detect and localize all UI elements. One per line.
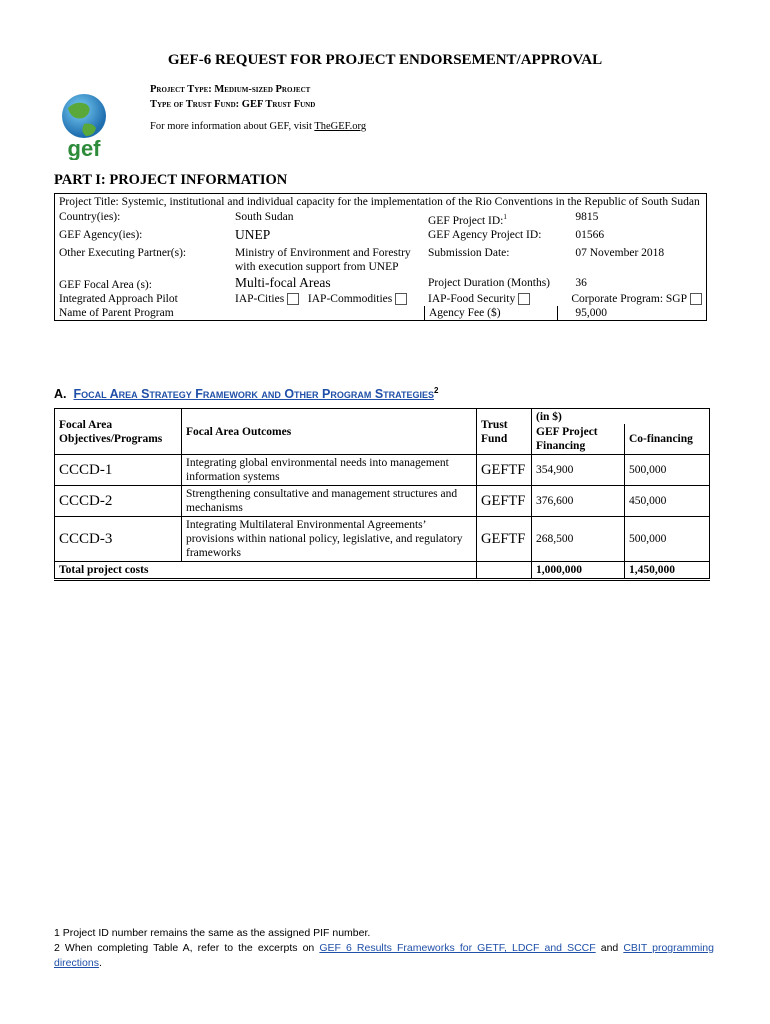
fund-cell: GEFTF: [477, 517, 532, 562]
section-a-letter: A.: [54, 387, 67, 402]
fund-cell: GEFTF: [477, 486, 532, 517]
outcome-cell: Integrating global environmental needs into management information systems: [182, 455, 477, 486]
table-row: [55, 228, 707, 242]
submission-value: 07 November 2018: [575, 246, 665, 259]
total-cofin: 1,450,000: [625, 562, 710, 580]
total-label: Total project costs: [55, 562, 477, 580]
table-row: [55, 306, 707, 321]
submission-label: Submission Date:: [428, 246, 510, 259]
footnotes: [54, 926, 714, 971]
section-a-heading: [54, 386, 438, 401]
trust-fund-type: Type of Trust Fund: GEF Trust Fund: [150, 99, 316, 110]
agency-project-id-value: 01566: [575, 228, 605, 241]
iap-label: Integrated Approach Pilot: [59, 292, 178, 305]
cbit-directions-link[interactable]: CBIT programming directions: [54, 942, 714, 969]
agency-project-id-label: GEF Agency Project ID:: [428, 228, 542, 241]
col-cofinancing: Co-financing: [625, 424, 710, 455]
exec-partner-label: Other Executing Partner(s):: [59, 246, 187, 259]
iap-cities: IAP-Cities: [231, 292, 304, 306]
logo-text: gef: [67, 136, 101, 160]
iap-food: IAP-Food Security: [424, 292, 571, 306]
total-gef: 1,000,000: [532, 562, 625, 580]
agency-fee-label: Agency Fee ($): [424, 306, 571, 321]
project-info-table: [54, 193, 707, 321]
cofinancing-cell: 500,000: [625, 517, 710, 562]
document-title: GEF-6 REQUEST FOR PROJECT ENDORSEMENT/APPROVAL: [167, 52, 603, 68]
part1-heading: PART I: PROJECT INFORMATION: [54, 172, 288, 188]
project-title-cell: Project Title: Systemic, institutional and individual capacity for the implementation of the Rio Conventions in the Republic of South Sudan: [59, 196, 700, 208]
iap-commodities-checkbox[interactable]: [395, 293, 407, 305]
iap-food-checkbox[interactable]: [518, 293, 530, 305]
col-in-dollars: (in $): [532, 409, 710, 425]
table-row: [55, 486, 710, 517]
table-row: [55, 210, 707, 228]
table-row: [55, 242, 707, 274]
focal-area-table: [54, 408, 710, 581]
outcome-cell: Integrating Multilateral Environmental Agreements’ provisions within national policy, legislative, and regulatory frameworks: [182, 517, 477, 562]
corporate-program: Corporate Program: SGP: [571, 292, 706, 306]
duration-label: Project Duration (Months): [428, 276, 551, 289]
objective-cell: CCCD-2: [55, 486, 182, 517]
table-row: [55, 292, 707, 306]
focal-area-strategy-link[interactable]: Focal Area Strategy Framework and Other Program Strategies: [73, 387, 434, 402]
project-id-label: GEF Project ID:$^1$: [428, 213, 507, 227]
footnote-2: 2 When completing Table A, refer to the excerpts on GEF 6 Results Frameworks for GETF, LDCF and SCCF and CBIT programming directions.: [54, 942, 714, 969]
table-row: [55, 194, 707, 211]
focal-area-value: Multi-focal Areas: [235, 274, 331, 290]
col-trust-fund: Trust Fund: [477, 409, 532, 455]
col-gef-financing: GEF Project Financing: [532, 424, 625, 455]
parent-program-label: Name of Parent Program: [59, 306, 174, 319]
project-type: Project Type: Medium-sized Project: [150, 84, 311, 95]
country-label: Country(ies):: [59, 211, 121, 223]
agency-fee-value: 95,000: [575, 306, 607, 319]
col-objectives: Focal Area Objectives/Programs: [55, 409, 182, 455]
objective-cell: CCCD-3: [55, 517, 182, 562]
exec-partner-value: Ministry of Environment and Forestry with execution support from UNEP: [235, 246, 411, 273]
gef-financing-cell: 268,500: [532, 517, 625, 562]
country-value: South Sudan: [235, 211, 294, 223]
duration-value: 36: [575, 276, 587, 289]
iap-cities-checkbox[interactable]: [287, 293, 299, 305]
project-id-value: 9815: [575, 211, 599, 223]
info-prefix: For more information about GEF, visit: [150, 121, 315, 132]
cofinancing-cell: 500,000: [625, 455, 710, 486]
table-row: [55, 274, 707, 292]
sgp-checkbox[interactable]: [690, 293, 702, 305]
cofinancing-cell: 450,000: [625, 486, 710, 517]
outcome-cell: Strengthening consultative and management structures and mechanisms: [182, 486, 477, 517]
col-outcomes: Focal Area Outcomes: [182, 409, 477, 455]
results-frameworks-link[interactable]: GEF 6 Results Frameworks for GETF, LDCF and SCCF: [319, 942, 596, 954]
table-row: [55, 517, 710, 562]
total-fund-cell: [477, 562, 532, 580]
footnote-1: 1 Project ID number remains the same as the assigned PIF number.: [54, 927, 371, 939]
thegef-link[interactable]: TheGEF.org: [314, 121, 367, 132]
agency-label: GEF Agency(ies):: [59, 228, 143, 241]
gef-info-line: [150, 121, 366, 132]
parent-program-value: [231, 306, 424, 321]
section-a-footnote-ref: 2: [434, 386, 439, 395]
focal-area-label: GEF Focal Area (s):: [59, 278, 152, 291]
table-header-row: [55, 409, 710, 425]
table-row: [55, 455, 710, 486]
gef-logo: [54, 90, 114, 160]
objective-cell: CCCD-1: [55, 455, 182, 486]
agency-value: UNEP: [235, 226, 271, 242]
gef-financing-cell: 376,600: [532, 486, 625, 517]
gef-financing-cell: 354,900: [532, 455, 625, 486]
fund-cell: GEFTF: [477, 455, 532, 486]
iap-commodities: IAP-Commodities: [304, 292, 424, 306]
total-row: [55, 562, 710, 580]
